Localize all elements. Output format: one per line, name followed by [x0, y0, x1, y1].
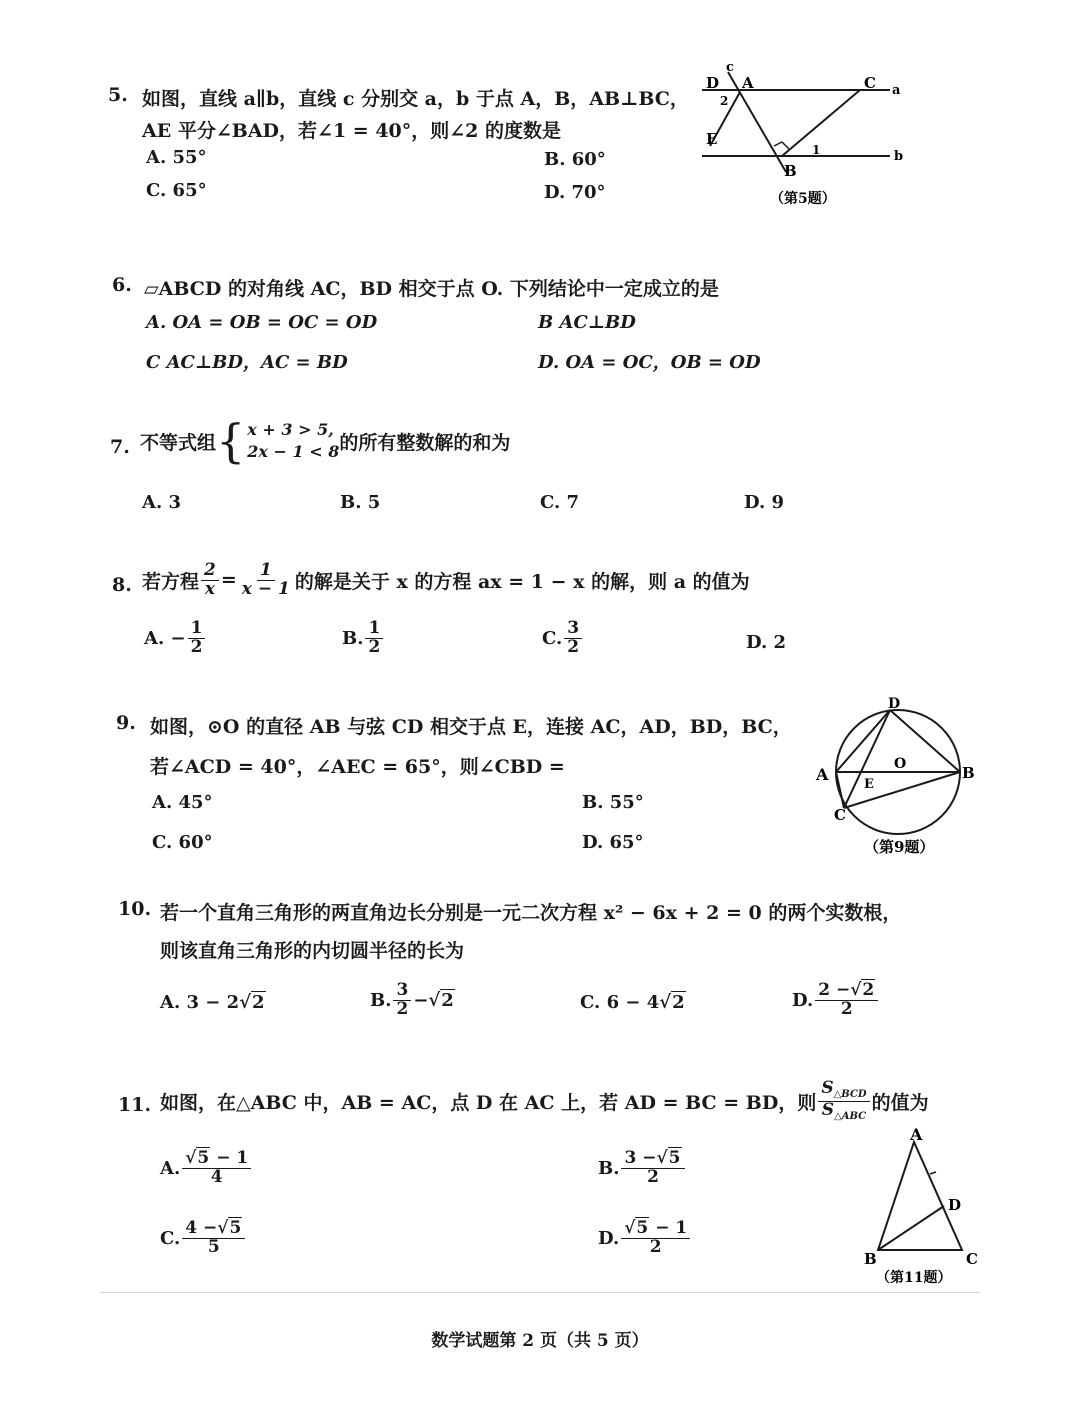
q10-option-d: D. $\frac{2 -√2}{2}$: [792, 982, 880, 1019]
q11-option-b-den: 2: [647, 1166, 659, 1187]
q10-option-a-label: A.: [160, 992, 181, 1013]
q5-label-c: c: [726, 60, 734, 75]
q11-option-c-label: C.: [160, 1227, 181, 1249]
q11-suffix: 的值为: [871, 1091, 929, 1114]
q10-option-b-rad: 2: [441, 990, 454, 1012]
q10-option-a-pre: 3 − 2: [186, 992, 240, 1013]
q8-text: [142, 562, 750, 599]
q11-ratio-num: S: [821, 1078, 834, 1098]
q10-option-c-rad: 2: [672, 992, 685, 1013]
q8-lhs-den: x: [204, 578, 215, 599]
q10-text-line2: 则该直角三角形的内切圆半径的长为: [160, 940, 465, 962]
q8-option-a-label: A. −: [144, 627, 186, 649]
q8-option-c-num: 3: [564, 620, 582, 639]
q7-brace: {: [216, 414, 246, 468]
q10-number: 10.: [118, 898, 152, 920]
q5-label-a-line: a: [892, 83, 901, 98]
q5-text-line1: 如图，直线 a∥b，直线 c 分别交 a，b 于点 A，B，AB⊥BC，: [142, 88, 689, 110]
q8-suffix: 的解是关于 x 的方程 ax = 1 − x 的解，则 a 的值为: [294, 570, 750, 593]
q5-option-a: A. 55°: [146, 147, 207, 168]
q6-option-b: B AC⊥BD: [538, 312, 636, 333]
q11-option-a-label: A.: [160, 1157, 181, 1179]
q11-option-a-num-post: − 1: [216, 1148, 249, 1168]
q5-line-bc: [782, 90, 860, 156]
q9-segment-bc: [844, 772, 960, 808]
q8-option-b: [342, 620, 385, 657]
q7-row1: x + 3 > 5,: [247, 420, 334, 440]
q7-row2: 2x − 1 < 8: [247, 442, 340, 461]
q10-option-b: B. $\frac{3}{2}$ − √ 2: [370, 980, 454, 1019]
q11-label-a: A: [910, 1126, 923, 1144]
q11-label-d: D: [948, 1196, 962, 1214]
q10-option-a: A. 3 − 2√2: [160, 992, 265, 1013]
q11-label-c: C: [966, 1250, 978, 1268]
q11-prefix: 如图，在△ABC 中，AB = AC，点 D 在 AC 上，若 AD = BC = BD，则: [160, 1091, 817, 1114]
q10-option-d-label: D.: [792, 989, 814, 1011]
q5-text-line2: AE 平分∠BAD，若∠1 = 40°，则∠2 的度数是: [142, 120, 562, 142]
q7-option-b: B. 5: [340, 492, 381, 513]
q10-option-c-pre: 6 − 4: [606, 992, 660, 1013]
q10-option-c-label: C.: [580, 992, 601, 1013]
q5-right-angle-mark: [774, 142, 789, 149]
q11-option-d-label: D.: [598, 1227, 620, 1249]
q9-option-b: B. 55°: [582, 792, 644, 813]
q11-figure: [856, 1126, 996, 1292]
q7-option-d: D. 9: [744, 492, 785, 513]
q11-option-d-den: 2: [649, 1236, 662, 1257]
q5-option-d: D. 70°: [544, 182, 606, 203]
q5-option-b: B. 60°: [544, 149, 606, 170]
q9-number: 9.: [116, 712, 136, 734]
q9-option-d: D. 65°: [582, 832, 644, 853]
q9-segment-ac: [836, 772, 844, 808]
q11-tick-ad: [930, 1172, 936, 1174]
q9-chord-cd: [844, 710, 890, 808]
q9-label-b: B: [962, 764, 975, 782]
q11-number: 11.: [118, 1094, 152, 1116]
q9-label-o: O: [894, 756, 907, 772]
q6-option-c: C AC⊥BD，AC = BD: [146, 352, 348, 373]
q11-option-d: D. $\frac{√5 - 1}{2}$: [598, 1220, 692, 1257]
q5-label-d: D: [706, 74, 720, 92]
q5-figure-caption: （第5题）: [770, 191, 836, 207]
q5-number: 5.: [108, 84, 128, 106]
q11-option-c: C. $\frac{4 -√5}{5}$: [160, 1220, 247, 1257]
q8-equals: =: [220, 569, 237, 592]
q8-option-c-den: 2: [567, 636, 580, 657]
q10-option-a-rad: 2: [252, 992, 265, 1013]
q7-number: 7.: [110, 436, 130, 458]
q9-label-e: E: [864, 777, 874, 792]
q8-option-d: D. 2: [746, 632, 787, 653]
q11-option-b-num-pre: 3 −: [624, 1148, 657, 1168]
q7-prefix: 不等式组: [140, 431, 217, 454]
q10-option-b-num: 3: [393, 982, 411, 1001]
q9-label-a: A: [816, 765, 829, 784]
q11-option-c-rad: 5: [229, 1218, 242, 1238]
q10-option-d-num-rad: 2: [862, 980, 875, 1000]
q11-option-c-num-pre: 4 −: [185, 1218, 218, 1238]
q9-option-a: A. 45°: [152, 792, 213, 813]
q11-option-d-num-post: − 1: [655, 1218, 688, 1238]
q5-figure: [690, 58, 920, 218]
q8-option-a: [144, 620, 207, 657]
q10-option-c: C. 6 − 4√2: [580, 992, 685, 1013]
q8-rhs-num: 1: [257, 562, 275, 581]
q8-option-b-label: B.: [342, 627, 364, 649]
q11-option-d-rad: 5: [636, 1218, 649, 1238]
q8-lhs-fraction: [201, 562, 219, 599]
q5-label-e: E: [706, 130, 718, 148]
q11-ratio-den: S: [821, 1099, 835, 1120]
q8-option-b-den: 2: [368, 636, 381, 657]
q9-figure: [806, 696, 990, 866]
q10-option-b-den: 2: [396, 998, 409, 1019]
q9-text-line1: 如图，⊙O 的直径 AB 与弦 CD 相交于点 E，连接 AC，AD，BD，BC，: [150, 716, 792, 738]
q5-label-a-point: A: [742, 74, 754, 92]
q7-text: [140, 414, 511, 468]
q6-option-a: A. OA = OB = OC = OD: [146, 312, 378, 333]
q5-label-b-line: b: [894, 149, 904, 164]
q11-option-a-den: 4: [210, 1166, 223, 1187]
q8-option-a-num: 1: [188, 620, 206, 639]
q5-label-angle2: 2: [720, 94, 729, 108]
q7-option-a: A. 3: [142, 492, 182, 513]
q11-segment-bd: [878, 1206, 944, 1250]
q10-text-line1: 若一个直角三角形的两直角边长分别是一元二次方程 x² − 6x + 2 = 0 的两个实数根，: [160, 902, 902, 924]
q5-label-angle1: 1: [812, 143, 821, 157]
q10-option-b-post: −: [413, 989, 429, 1011]
q5-option-c: C. 65°: [146, 180, 207, 201]
q9-option-c: C. 60°: [152, 832, 213, 853]
q8-number: 8.: [112, 574, 132, 596]
q9-text-line2: 若∠ACD = 40°，∠AEC = 65°，则∠CBD =: [150, 756, 565, 778]
q9-label-c: C: [834, 806, 846, 824]
q11-area-ratio: [818, 1080, 869, 1122]
q8-option-c: [542, 620, 584, 657]
q10-option-b-label: B.: [370, 989, 392, 1011]
q11-ratio-den-sub: △ABC: [834, 1110, 867, 1122]
page-divider: [100, 1292, 980, 1293]
q6-text: ▱ABCD 的对角线 AC，BD 相交于点 O. 下列结论中一定成立的是: [144, 278, 719, 300]
q10-option-d-den: 2: [840, 998, 853, 1019]
q7-suffix: 的所有整数解的和为: [339, 431, 511, 454]
q11-option-b-label: B.: [598, 1157, 620, 1179]
q8-rhs-den: x − 1: [241, 578, 290, 599]
q7-option-c: C. 7: [540, 492, 580, 513]
q9-label-d: D: [888, 696, 901, 712]
q8-option-a-den: 2: [190, 636, 203, 657]
q10-option-d-num-pre: 2 −: [818, 980, 851, 1000]
q11-option-a-rad: 5: [197, 1148, 210, 1168]
q11-option-a: A. $\frac{√5 - 1}{4}$: [160, 1150, 253, 1187]
q8-option-b-num: 1: [365, 620, 383, 639]
page-footer: 数学试题第 2 页（共 5 页）: [431, 1331, 649, 1351]
q8-prefix: 若方程: [142, 570, 200, 593]
q11-label-b: B: [864, 1250, 877, 1268]
q8-rhs-fraction: [239, 562, 293, 599]
q7-inequality-system: [216, 414, 340, 468]
q11-figure-caption: （第11题）: [876, 1270, 952, 1286]
q11-option-b-rad: 5: [668, 1148, 681, 1168]
q6-option-d: D. OA = OC，OB = OD: [538, 352, 761, 373]
q11-text: [160, 1080, 929, 1122]
q11-ratio-num-sub: △BCD: [833, 1089, 867, 1100]
q5-label-b-point: B: [784, 162, 797, 180]
q6-number: 6.: [112, 274, 132, 296]
q8-lhs-num: 2: [201, 562, 219, 581]
q5-label-c-point: C: [864, 74, 876, 92]
q9-figure-caption: （第9题）: [864, 838, 935, 856]
q8-option-c-label: C.: [542, 627, 563, 649]
q11-option-b: B. $\frac{3 -√5}{2}$: [598, 1150, 687, 1187]
q11-option-c-den: 5: [207, 1236, 220, 1257]
